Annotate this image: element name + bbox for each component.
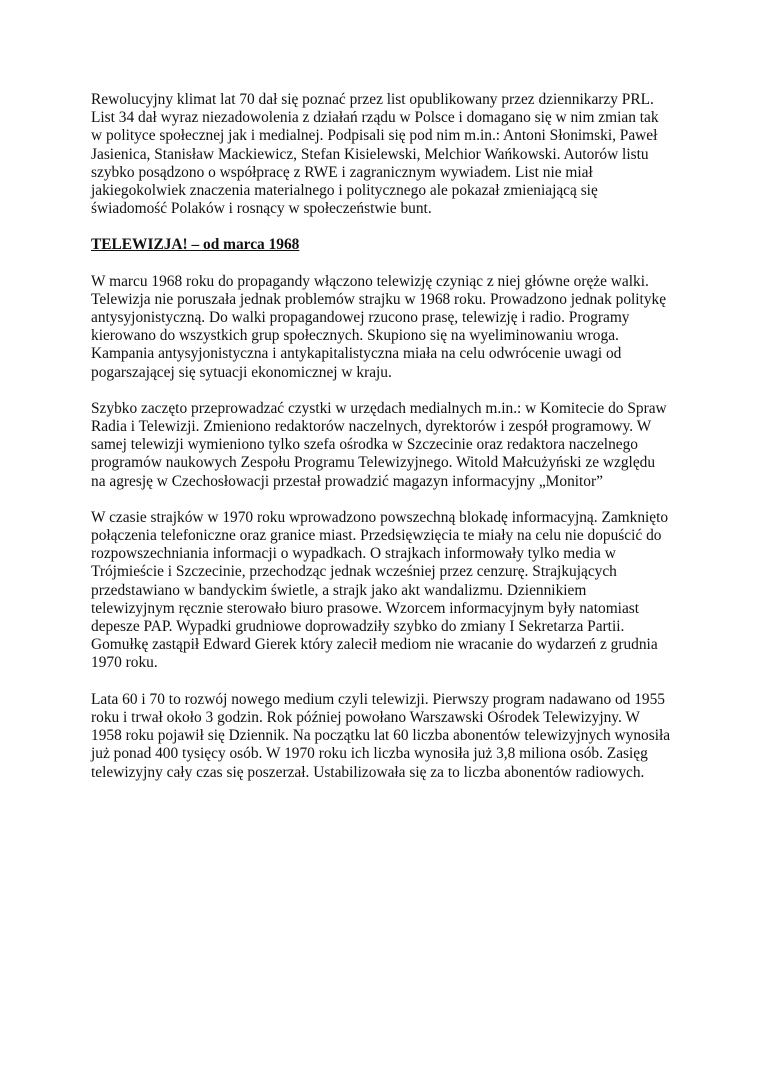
text-line: Telewizja nie poruszała jednak problemów strajku w 1968 roku. Prowadzono jednak politykę bbox=[91, 290, 667, 308]
paragraph-tv-development bbox=[91, 691, 691, 782]
text-line: pogarszającej się sytuacji ekonomicznej w kraju. bbox=[91, 363, 392, 381]
text-line: już ponad 400 tysięcy osób. W 1970 roku ich liczba wynosiła już 3,8 miliona osób. Zasięg bbox=[91, 745, 648, 763]
text-line: Kampania antysyjonistyczna i antykapitalistyczna miała na celu odwrócenie uwagi od bbox=[91, 345, 622, 363]
paragraph-march-1968 bbox=[91, 273, 691, 382]
text-line: Gomułkę zastąpił Edward Gierek który zalecił mediom nie wracanie do wydarzeń z grudnia bbox=[91, 636, 658, 654]
text-line: List 34 dał wyraz niezadowolenia z działań rządu w Polsce i domagano się w nim zmian tak bbox=[91, 109, 659, 127]
text-line: na agresję w Czechosłowacji przestał prowadzić magazyn informacyjny „Monitor” bbox=[91, 472, 603, 490]
paragraph-purges bbox=[91, 400, 691, 491]
text-line: rozpowszechniania informacji o wypadkach. O strajkach informowały tylko media w bbox=[91, 545, 616, 563]
text-line: świadomość Polaków i rosnący w społeczeństwie bunt. bbox=[91, 200, 432, 218]
text-line: W czasie strajków w 1970 roku wprowadzono powszechną blokadę informacyjną. Zamknięto bbox=[91, 508, 669, 526]
text-line: Radia i Telewizji. Zmieniono redaktorów naczelnych, dyrektorów i zespół programowy. W bbox=[91, 418, 652, 436]
text-line: Lata 60 i 70 to rozwój nowego medium czyli telewizji. Pierwszy program nadawano od 1955 bbox=[91, 690, 666, 708]
text-line: antysyjonistyczną. Do walki propagandowej rzucono prasę, telewizję i radio. Programy bbox=[91, 309, 630, 327]
text-line: szybko posądzono o współpracę z RWE i zagranicznym wywiadem. List nie miał bbox=[91, 163, 593, 181]
text-line: kierowano do wszystkich grup społecznych. Skupiono się na wyeliminowaniu wroga. bbox=[91, 327, 619, 345]
document-body bbox=[91, 91, 691, 800]
text-line: W marcu 1968 roku do propagandy włączono telewizję czyniąc z niej główne oręże walki. bbox=[91, 272, 649, 290]
text-line: telewizyjny cały czas się poszerzał. Ustabilizowała się za to liczba abonentów radiowych. bbox=[91, 763, 645, 781]
text-line: przedstawiano w bandyckim świetle, a strajk jako akt wandalizmu. Dziennikiem bbox=[91, 581, 587, 599]
text-line: Jasienica, Stanisław Mackiewicz, Stefan Kisielewski, Melchior Wańkowski. Autorów listu bbox=[91, 145, 649, 163]
text-line: w polityce społecznej jak i medialnej. Podpisali się pod nim m.in.: Antoni Słonimski, Paweł bbox=[91, 127, 658, 145]
text-line: 1958 roku pojawił się Dziennik. Na początku lat 60 liczba abonentów telewizyjnych wynosiła bbox=[91, 727, 671, 745]
text-line: Szybko zaczęto przeprowadzać czystki w urzędach medialnych m.in.: w Komitecie do Spraw bbox=[91, 399, 667, 417]
paragraph-strikes-1970 bbox=[91, 509, 691, 673]
text-line: samej telewizji wymieniono tylko szefa ośrodka w Szczecinie oraz redaktora naczelnego bbox=[91, 436, 638, 454]
text-line: połączenia telefoniczne oraz granice miast. Przedsięwzięcia te miały na celu nie dopuścić do bbox=[91, 527, 662, 545]
paragraph-list-34 bbox=[91, 91, 691, 218]
text-line: 1970 roku. bbox=[91, 654, 158, 672]
text-line: roku i trwał około 3 godzin. Rok później powołano Warszawski Ośrodek Telewizyjny. W bbox=[91, 708, 640, 726]
text-line: telewizyjnym ręcznie sterowało biuro prasowe. Wzorcem informacyjnym były natomiast bbox=[91, 599, 640, 617]
section-heading: TELEWIZJA! – od marca 1968 bbox=[91, 236, 300, 254]
text-line: Trójmieście i Szczecinie, przechodząc jednak wcześniej przez cenzurę. Strajkujących bbox=[91, 563, 617, 581]
text-line: jakiegokolwiek znaczenia materialnego i politycznego ale pokazał zmieniającą się bbox=[91, 182, 598, 200]
text-line: programów naukowych Zespołu Programu Telewizyjnego. Witold Małcużyński ze względu bbox=[91, 454, 656, 472]
text-line: Rewolucyjny klimat lat 70 dał się poznać przez list opublikowany przez dziennikarzy PRL. bbox=[91, 91, 654, 108]
text-line: depesze PAP. Wypadki grudniowe doprowadziły szybko do zmiany I Sekretarza Partii. bbox=[91, 618, 625, 636]
